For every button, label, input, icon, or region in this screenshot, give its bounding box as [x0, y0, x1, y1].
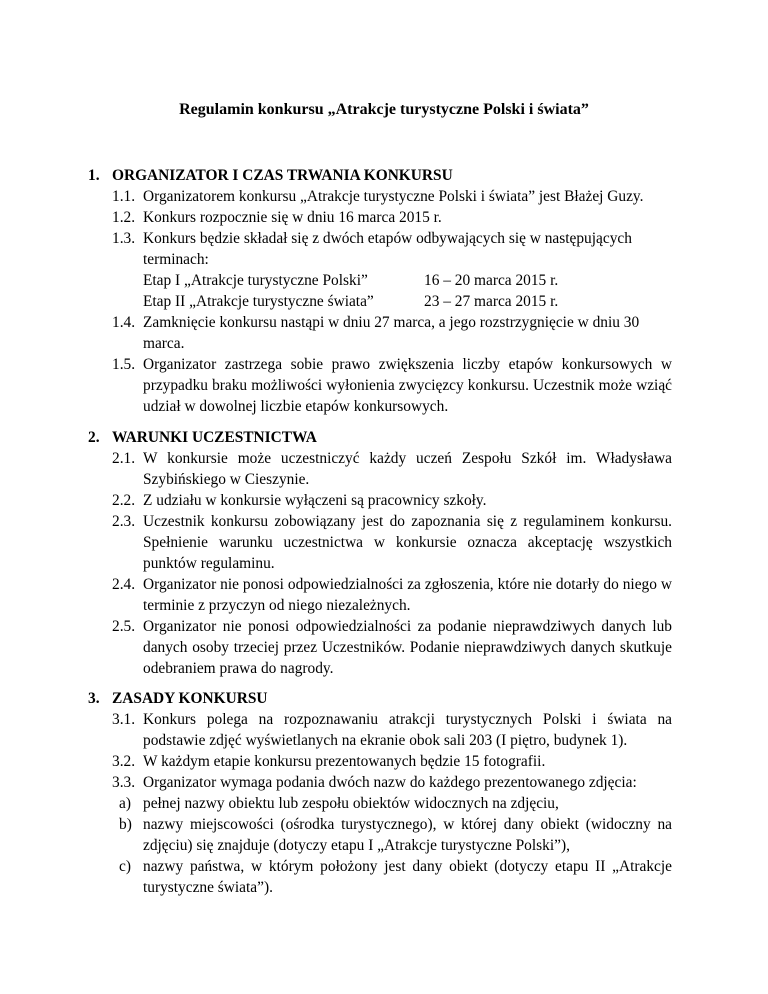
item-number: 1.2. [112, 209, 136, 226]
stage-dates: 16 – 20 marca 2015 r. [424, 272, 559, 289]
item-number: 1.4. [112, 314, 136, 331]
item-number: 2.5. [112, 618, 136, 635]
section-organizer [88, 165, 672, 417]
list-item [112, 616, 672, 679]
section-title: ZASADY KONKURSU [112, 690, 268, 707]
sub-item-letter: b) [119, 816, 132, 833]
stage-name: Etap I „Atrakcje turystyczne Polski” [143, 272, 368, 289]
list-item [112, 772, 672, 793]
list-item [112, 312, 672, 354]
list-item [112, 228, 672, 270]
item-text: Uczestnik konkursu zobowiązany jest do zapoznania się z regulaminem konkursu. Spełnienie warunku uczestnictwa w konkursie oznacza akceptację wszystkich punktów regulaminu. [143, 513, 672, 572]
item-number: 3.3. [112, 774, 136, 791]
item-number: 2.2. [112, 492, 136, 509]
item-text: Organizator nie ponosi odpowiedzialności za podanie nieprawdziwych danych lub danych osoby trzeciej przez Uczestników. Podanie nieprawdziwych danych skutkuje odebraniem prawa do nagrody. [143, 618, 672, 677]
stage-dates: 23 – 27 marca 2015 r. [424, 293, 559, 310]
sub-item-text: pełnej nazwy obiektu lub zespołu obiektów widocznych na zdjęciu, [143, 795, 559, 812]
list-item [112, 354, 672, 417]
stage-name: Etap II „Atrakcje turystyczne świata” [143, 293, 374, 310]
list-item [112, 207, 672, 228]
list-item [112, 574, 672, 616]
document-title: Regulamin konkursu „Atrakcje turystyczne Polski i świata” [179, 101, 589, 118]
item-number: 2.3. [112, 513, 136, 530]
section-number: 1. [88, 167, 100, 184]
section-rules [88, 688, 672, 898]
item-text: Organizator zastrzega sobie prawo zwiększenia liczby etapów konkursowych w przypadku braku możliwości wyłonienia zwycięzcy konkursu. Uczestnik może wziąć udział w dowolnej liczbie etapów konkursowych. [143, 356, 672, 415]
sub-item-text: nazwy państwa, w którym położony jest dany obiekt (dotyczy etapu II „Atrakcje turystyczne świata”). [143, 858, 672, 896]
section-number: 2. [88, 429, 100, 446]
list-item [112, 709, 672, 751]
list-item [112, 511, 672, 574]
list-item [112, 186, 672, 207]
item-number: 1.3. [112, 230, 136, 247]
item-number: 2.4. [112, 576, 136, 593]
item-text: W każdym etapie konkursu prezentowanych będzie 15 fotografii. [143, 753, 546, 770]
list-item [112, 751, 672, 772]
list-item [112, 448, 672, 490]
section-title: WARUNKI UCZESTNICTWA [112, 429, 317, 446]
section-title: ORGANIZATOR I CZAS TRWANIA KONKURSU [112, 167, 453, 184]
stage-row [112, 291, 672, 312]
sub-item-letter: c) [119, 858, 131, 875]
item-text: Organizatorem konkursu „Atrakcje turystyczne Polski i świata” jest Błażej Guzy. [143, 188, 644, 205]
item-text: W konkursie może uczestniczyć każdy uczeń Zespołu Szkół im. Władysława Szybińskiego w Cieszynie. [143, 450, 672, 488]
section-number: 3. [88, 690, 100, 707]
item-text: Z udziału w konkursie wyłączeni są pracownicy szkoły. [143, 492, 487, 509]
item-number: 3.1. [112, 711, 136, 728]
section-participation [88, 427, 672, 679]
item-text: Organizator nie ponosi odpowiedzialności za zgłoszenia, które nie dotarły do niego w terminie z przyczyn od niego niezależnych. [143, 576, 672, 614]
item-number: 3.2. [112, 753, 136, 770]
sub-item [112, 814, 672, 856]
sub-item-text: nazwy miejscowości (ośrodka turystycznego), w której dany obiekt (widoczny na zdjęciu) się znajduje (dotyczy etapu I „Atrakcje turystyczne Polski”), [143, 816, 672, 854]
sub-item-letter: a) [119, 795, 131, 812]
item-text: Konkurs polega na rozpoznawaniu atrakcji turystycznych Polski i świata na podstawie zdjęć wyświetlanych na ekranie obok sali 203 (I piętro, budynek 1). [143, 711, 672, 749]
item-text: Organizator wymaga podania dwóch nazw do każdego prezentowanego zdjęcia: [143, 774, 637, 791]
section-heading [88, 688, 672, 709]
stage-row [112, 270, 672, 291]
sub-item [112, 856, 672, 898]
sub-item [112, 793, 672, 814]
item-number: 1.1. [112, 188, 136, 205]
section-heading [88, 427, 672, 448]
item-number: 1.5. [112, 356, 136, 373]
item-text: Zamknięcie konkursu nastąpi w dniu 27 marca, a jego rozstrzygnięcie w dniu 30 marca. [143, 314, 640, 352]
item-number: 2.1. [112, 450, 136, 467]
section-heading [88, 165, 672, 186]
item-text: Konkurs rozpocznie się w dniu 16 marca 2015 r. [143, 209, 442, 226]
list-item [112, 490, 672, 511]
item-text: Konkurs będzie składał się z dwóch etapów odbywających się w następujących terminach: [143, 230, 632, 268]
